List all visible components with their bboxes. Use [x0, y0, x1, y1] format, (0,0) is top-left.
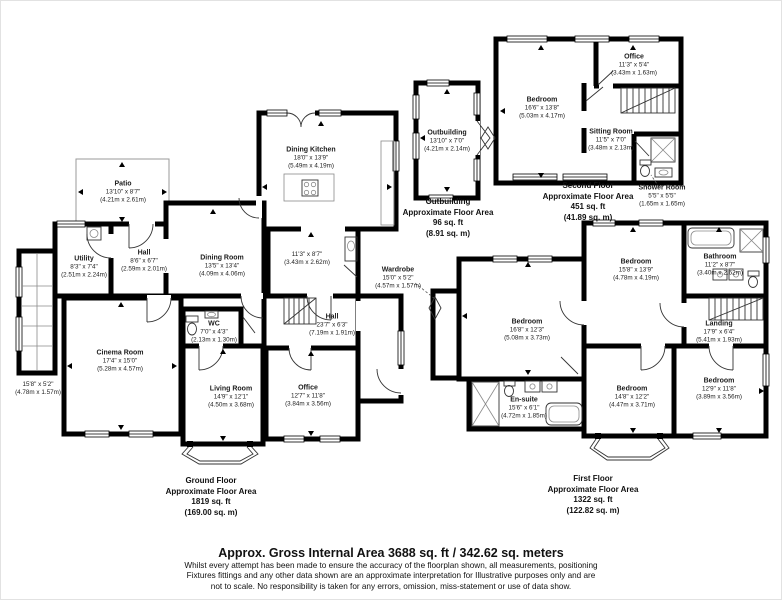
room-label-bedroom-second: Bedroom 16'6" x 13'8" (5.03m x 4.17m)	[519, 96, 565, 120]
floor-summary-second: Second Floor Approximate Floor Area 451 sq. ft (41.89 sq. m)	[542, 180, 634, 222]
room-label-utility: Utility 8'3" x 7'4" (2.51m x 2.24m)	[61, 255, 107, 279]
room-label-bedroom-first-right: Bedroom 12'9" x 11'8" (3.89m x 3.56m)	[696, 377, 742, 401]
room-label-dining-kitchen: Dining Kitchen 18'0" x 13'9" (5.49m x 4.19m)	[286, 146, 336, 170]
disclaimer-line-3: not to scale. No responsibility is taken for any errors, omission, miss-statement or use of data show.	[210, 581, 572, 591]
room-label-living-room: Living Room 14'9" x 12'1" (4.50m x 3.68m)	[208, 385, 254, 409]
room-label-office-ground: Office 12'7" x 11'8" (3.84m x 3.56m)	[285, 384, 331, 408]
room-label-sitting-room: Sitting Room 11'5" x 7'0" (3.48m x 2.13m)	[588, 128, 634, 152]
room-label-patio: Patio 13'10" x 8'7" (4.21m x 2.61m)	[100, 180, 146, 204]
floor-summary-first: First Floor Approximate Floor Area 1322 sq. ft (122.82 sq. m)	[547, 473, 639, 515]
room-label-shower-room: Shower Room 5'5" x 5'5" (1.65m x 1.65m)	[638, 184, 686, 208]
disclaimer-body	[1, 561, 781, 592]
floor-summary-outbuilding: Outbuilding Approximate Floor Area 96 sq. ft (8.91 sq. m)	[402, 196, 494, 238]
room-label-cinema-room: Cinema Room 17'4" x 15'0" (5.28m x 4.57m)	[96, 349, 144, 373]
disclaimer-title: Approx. Gross Internal Area 3688 sq. ft / 342.62 sq. meters	[218, 546, 564, 560]
disclaimer-line-2: Fixtures fittings and any other data shown are an approximate interpretation for Illustrative purposes only and are	[186, 571, 596, 581]
room-label-landing: Landing 17'9" x 6'4" (5.41m x 1.93m)	[696, 320, 742, 344]
floorplan-drawing	[1, 1, 782, 600]
room-label-dining-room: Dining Room 13'5" x 13'4" (4.09m x 4.06m)	[199, 254, 245, 278]
room-label-wardrobe: Wardrobe 15'0" x 5'2" (4.57m x 1.57m)	[375, 266, 421, 290]
ground-floor-walls	[16, 110, 404, 464]
room-label-bedroom-first-left: Bedroom 16'8" x 12'3" (5.08m x 3.73m)	[504, 318, 550, 342]
floor-summary-ground: Ground Floor Approximate Floor Area 1819 sq. ft (169.00 sq. m)	[165, 475, 257, 517]
room-label-kitchen-area: 11'3" x 8'7" (3.43m x 2.62m)	[284, 250, 330, 266]
room-label-en-suite: En-suite 15'6" x 6'1" (4.72m x 1.85m)	[501, 396, 547, 420]
room-label-inner-hall: Hall 23'7" x 6'3" (7.19m x 1.91m)	[309, 313, 355, 337]
room-label-hall-small: Hall 8'6" x 6'7" (2.59m x 2.01m)	[121, 249, 167, 273]
room-label-bedroom-first-top: Bedroom 15'8" x 13'9" (4.78m x 4.19m)	[613, 258, 659, 282]
disclaimer-line-1: Whilst every attempt has been made to ensure the accuracy of the floorplan shown, all measurements, positioning	[184, 561, 598, 570]
room-label-wc: WC 7'0" x 4'3" (2.13m x 1.30m)	[191, 320, 237, 344]
room-label-outbuilding: Outbuilding 13'10" x 7'0" (4.21m x 2.14m)	[424, 129, 470, 153]
room-label-side-store: 15'8" x 5'2" (4.78m x 1.57m)	[15, 380, 61, 396]
room-label-bedroom-first-mid: Bedroom 14'8" x 12'2" (4.47m x 3.71m)	[609, 385, 655, 409]
room-label-office-second: Office 11'3" x 5'4" (3.43m x 1.63m)	[611, 53, 657, 77]
room-label-bathroom: Bathroom 11'2" x 8'7" (3.40m x 2.62m)	[697, 253, 743, 277]
